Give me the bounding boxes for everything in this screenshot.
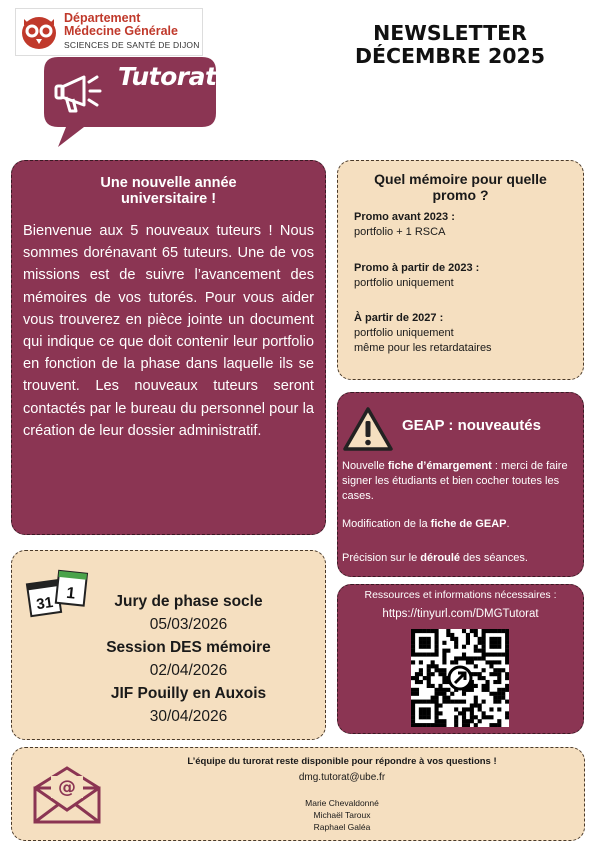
geap-title: GEAP : nouveautés xyxy=(402,417,541,434)
event-date: 30/04/2026 xyxy=(149,708,228,725)
geap-paragraph-1: Nouvelle fiche d’émargement : merci de faire signer les étudiants et bien cocher toutes les cases. xyxy=(342,460,568,502)
department-logo xyxy=(15,8,203,56)
team-member-name: Marie Chevaldonné xyxy=(305,798,379,808)
logo-line-2: Médecine Générale xyxy=(64,24,178,38)
contact-box xyxy=(11,747,585,841)
memoire-title-line1: Quel mémoire pour quelle xyxy=(374,171,547,187)
memoire-title xyxy=(338,171,583,203)
memoire-item-line: même pour les retardataires xyxy=(354,342,492,354)
team-member-name: Raphael Galéa xyxy=(313,822,371,832)
memoire-item xyxy=(354,311,492,356)
email-envelope-icon xyxy=(31,766,103,824)
memoire-item-label: Promo avant 2023 : xyxy=(354,211,455,223)
logo-line-3: SCIENCES DE SANTÉ DE DIJON xyxy=(64,40,200,50)
memoire-item-line: portfolio + 1 RSCA xyxy=(354,226,446,238)
intro-title-line1: Une nouvelle année xyxy=(100,175,237,191)
contact-email[interactable]: dmg.tutorat@ube.fr xyxy=(298,772,386,783)
newsletter-title xyxy=(330,22,570,68)
newsletter-title-line1: NEWSLETTER xyxy=(373,21,527,45)
contact-message: L’équipe du turorat reste disponible pour répondre à vos questions ! xyxy=(187,756,497,767)
memoire-title-line2: promo ? xyxy=(432,187,489,203)
geap-box xyxy=(337,392,584,577)
newsletter-title-line2: DÉCEMBRE 2025 xyxy=(354,44,546,68)
logo-line-1: Département xyxy=(64,11,141,25)
dates-box xyxy=(11,550,326,740)
team-member-name: Michaël Taroux xyxy=(313,810,371,820)
calendar-day-1: 31 xyxy=(35,594,55,614)
megaphone-icon xyxy=(54,69,110,115)
calendar-day-2: 1 xyxy=(65,584,77,603)
event-name: JIF Pouilly en Auxois xyxy=(110,685,267,702)
tutorat-bubble xyxy=(44,57,216,149)
tutorat-label: Tutorat xyxy=(118,62,217,91)
event-name: Jury de phase socle xyxy=(114,593,263,610)
memoire-item xyxy=(354,261,479,291)
intro-title-line2: universitaire ! xyxy=(120,191,217,207)
resources-title: Ressources et informations nécessaires : xyxy=(364,589,557,601)
memoire-item xyxy=(354,210,455,240)
resources-box xyxy=(337,584,584,734)
intro-title xyxy=(12,175,325,207)
event-date: 02/04/2026 xyxy=(149,662,228,679)
memoire-item-line: portfolio uniquement xyxy=(354,327,454,339)
intro-body: Bienvenue aux 5 nouveaux tuteurs ! Nous sommes dorénavant 65 tuteurs. Une de vos missions est de suivre l’avancement des mémoires de vos tutorés. Pour vous aider vous trouverez en pièce jointe un document qui indique ce que doit contenir leur portfolio en fonction de la phase dans laquelle ils se trouvent. Les nouveaux tuteurs seront contactés par le bureau du personnel pour la création de leur dossier administratif. xyxy=(23,223,314,439)
owl-logo-icon xyxy=(20,13,58,51)
memoire-item-line: portfolio uniquement xyxy=(354,277,454,289)
svg-text:@: @ xyxy=(58,777,76,798)
qr-code[interactable] xyxy=(411,629,509,727)
memoire-item-label: À partir de 2027 : xyxy=(354,312,444,324)
event-name: Session DES mémoire xyxy=(106,639,271,656)
geap-paragraph-3: Précision sur le déroulé des séances. xyxy=(342,552,528,564)
resources-link[interactable]: https://tinyurl.com/DMGTutorat xyxy=(382,608,539,620)
memoire-item-label: Promo à partir de 2023 : xyxy=(354,262,480,274)
event-date: 05/03/2026 xyxy=(149,616,228,633)
memoire-box xyxy=(337,160,584,380)
geap-paragraph-2: Modification de la fiche de GEAP. xyxy=(342,518,510,530)
warning-icon xyxy=(342,406,394,452)
intro-box xyxy=(11,160,326,535)
